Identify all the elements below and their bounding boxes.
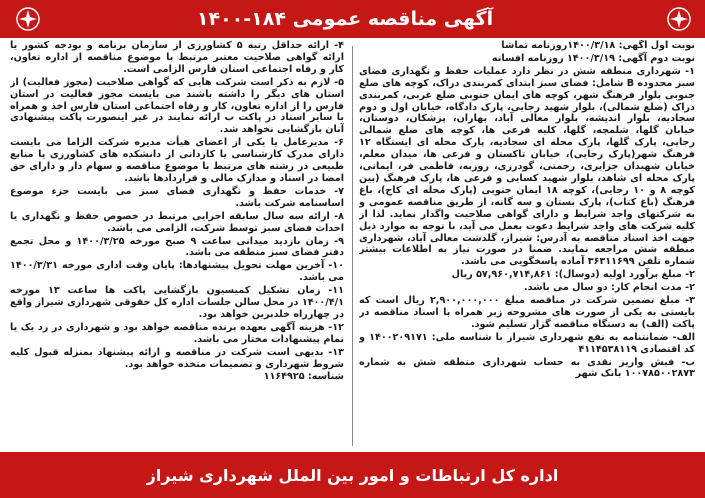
left-column xyxy=(10,40,344,452)
clause-3-option-b: ب- فیش واریز نقدی به حساب شهرداری منطقه شش به شماره ۱۰۰۷۸۵۰۰۲۸۷۳ بانک شهر xyxy=(359,356,695,380)
notice-title: آگهی مناقصه عمومی ۱۸۴-۱۴۰۰ xyxy=(196,8,494,30)
clause-6: ۶- مدیرعامل یا یکی از اعضای هیأت مدیره شرکت الزاما می بایست دارای مدرک کارشناسی یا کاردانی از دانشکده های کشاورزی یا منابع طبیعی در رشته های مرتبط با موضوع مناقصه و سهام دار و دارای حق امضا در اسناد و مدارک مالی و قراردادها باشد. xyxy=(10,137,344,184)
clause-9: ۹- زمان بازدید میدانی ساعت ۹ صبح مورخه ۱۴۰۰/۳/۲۵ و محل تجمع دفتر فضای سبز منطقه می باشد. xyxy=(10,235,344,259)
clause-3-option-a: الف- ضمانتنامه به نفع شهرداری شیراز با شناسه ملی: ۱۴۰۰۲۰۹۱۷۱ و کد اقتصادی ۴۱۱۴۵۳۸۱۱۹ xyxy=(359,331,695,355)
publish-date-second: نوبت دوم آگهی: ۱۴۰۰/۳/۱۹ روزنامه افسانه xyxy=(491,52,695,64)
clause-8: ۸- ارائه سه سال سابقه اجرایی مرتبط در خصوص حفظ و نگهداری یا احداث فضای سبز توسط شرکت، الزامی می باشد. xyxy=(10,210,344,234)
clause-12: ۱۲- هزینه آگهی بعهده برنده مناقصه خواهد بود و شهرداری در رد یک یا تمام پیشنهادات مختار می باشد. xyxy=(10,321,344,345)
clause-10: ۱۰- آخرین مهلت تحویل پیشنهادها: پایان وقت اداری مورخه ۱۴۰۰/۳/۳۱ می باشد. xyxy=(10,260,344,284)
clause-2-estimate: ۲- مبلغ برآورد اولیه (دوسال): ۵۷,۹۶۰,۷۱۴,۸۶۱ ریال xyxy=(451,269,695,281)
clause-5: ۵- لازم به ذکر است شرکت هایی که گواهی صلاحیت (مجوز فعالیت) از استان های دیگر را داشته باشند می بایست مجوز فعالیت در استان فارس را از اداره تعاون، کار و رفاه اجتماعی استان فارس اخذ و همراه با سایر اسناد در پاکت ب ارائه نمایند در غیر اینصورت پاکت پیشنهادی آنان بازگشایی نخواهد شد. xyxy=(10,76,344,136)
clause-4: ۴- ارائه حداقل رتبه ۵ کشاورزی از سازمان برنامه و بودجه کشور یا ارائه گواهی صلاحیت معتبر مرتبط با موضوع مناقصه از اداره تعاون، کار و رفاه اجتماعی استان فارس الزامی است. xyxy=(10,40,344,75)
header-banner xyxy=(0,0,705,38)
notice-body xyxy=(10,40,695,452)
clause-13: ۱۳- بدیهی است شرکت در مناقصه و ارائه پیشنهاد بمنزله قبول کلیه شروط شهرداری و تصمیمات متخذه خواهد بود. xyxy=(10,346,344,370)
footer-text: اداره کل ارتباطات و امور بین الملل شهرداری شیراز xyxy=(146,466,559,485)
clause-3-guarantee: ۳- مبلغ تضمین شرکت در مناقصه مبلغ ۲,۹۰۰,۰۰۰,۰۰۰ ریال است که بایستی به یکی از صورت های مشروحه زیر همراه با اسناد مناقصه در پاکت (الف) به دستگاه مناقصه گزار تسلیم شود. xyxy=(359,295,695,330)
footer-banner xyxy=(0,452,705,498)
clause-7: ۷- خدمات حفظ و نگهداری فضای سبز می بایست جزء موضوع اساسنامه شرکت باشد. xyxy=(10,185,344,209)
clause-2-duration: ۲- مدت انجام کار: دو سال می باشد. xyxy=(523,282,695,294)
clause-1-scope: ۱- شهرداری منطقه شش در نظر دارد عملیات حفظ و نگهداری فضای سبز محدوده B شامل: فضای سبز ابتدای کمربندی دراک، کوچه های ضلع جنوبی بلوار فرهنگ شهر، کوچه های ایمان جنوبی ضلع غربی، کمربندی دراک (ضلع شمالی)، بلوار شهید رجایی، پارک دادگاه، خیابان اول و دوم سجادیه، بلوار اندیشه، بلوار معالی آباد، بهاران، پزشکان، دوستان، خیابان گلها، شلمچه، گلها، کلیه فرعی ها، کوچه های ضلع شمالی رجایی، پارک گلها، پارک محله ای سجادیه، پارک محله ای ایستگاه ۱۲ فرهنگ شهر(پارک رجایی)، خیابان تاکستان و فرعی ها، میدان معلم، خیابان شهیدان جزایری، رحمتی، گودرزی، روزبه، فاطمی فر، ایمانی، پارک محله ای شاهد، بلوار شهید کسایی و فرعی ها، پارک فرهنگ (بین کوچه ۸ و ۱۰ رجایی)، کوچه ۱۸ ایمان جنوبی (پارک محله ای کاج)، باغ فرهنگ (باغ کتاب)، پارک بستان و سه گانه، از طریق مناقصه عمومی و به شرکتهای واجد شرایط و دارای گواهی صلاحیت واگذار نماید. لذا از کلیه شرکت های واجد شرایط دعوت بعمل می آید، با توجه به موارد ذیل جهت اخذ اسناد مناقصه به آدرس: شیراز، گلدشت معالی آباد، شهرداری منطقه شش مراجعه نمایند. ضمنا در صورت نیاز به اطلاعات بیشتر شماره تلفن ۳۶۳۱۱۶۹۹ آماده پاسخگویی می باشد. xyxy=(359,65,695,268)
notice-id: شناسه: ۱۱۶۴۹۲۵ xyxy=(263,371,344,383)
shiraz-municipality-logo-icon xyxy=(8,4,48,34)
clause-11: ۱۱- زمان تشکیل کمیسیون بازگشایی پاکت ها ساعت ۱۳ مورخه ۱۴۰۰/۴/۱ در محل سالن جلسات اداره کل حقوقی شهرداری شیراز واقع در چهارراه خلدبرین خواهد بود. xyxy=(10,285,344,320)
shiraz-municipality-logo-icon xyxy=(659,4,699,34)
publish-date-first: نوبت اول آگهی: ۱۴۰۰/۳/۱۸روزنامه تماشا xyxy=(501,40,695,51)
column-divider xyxy=(352,46,353,446)
right-column xyxy=(359,40,695,452)
